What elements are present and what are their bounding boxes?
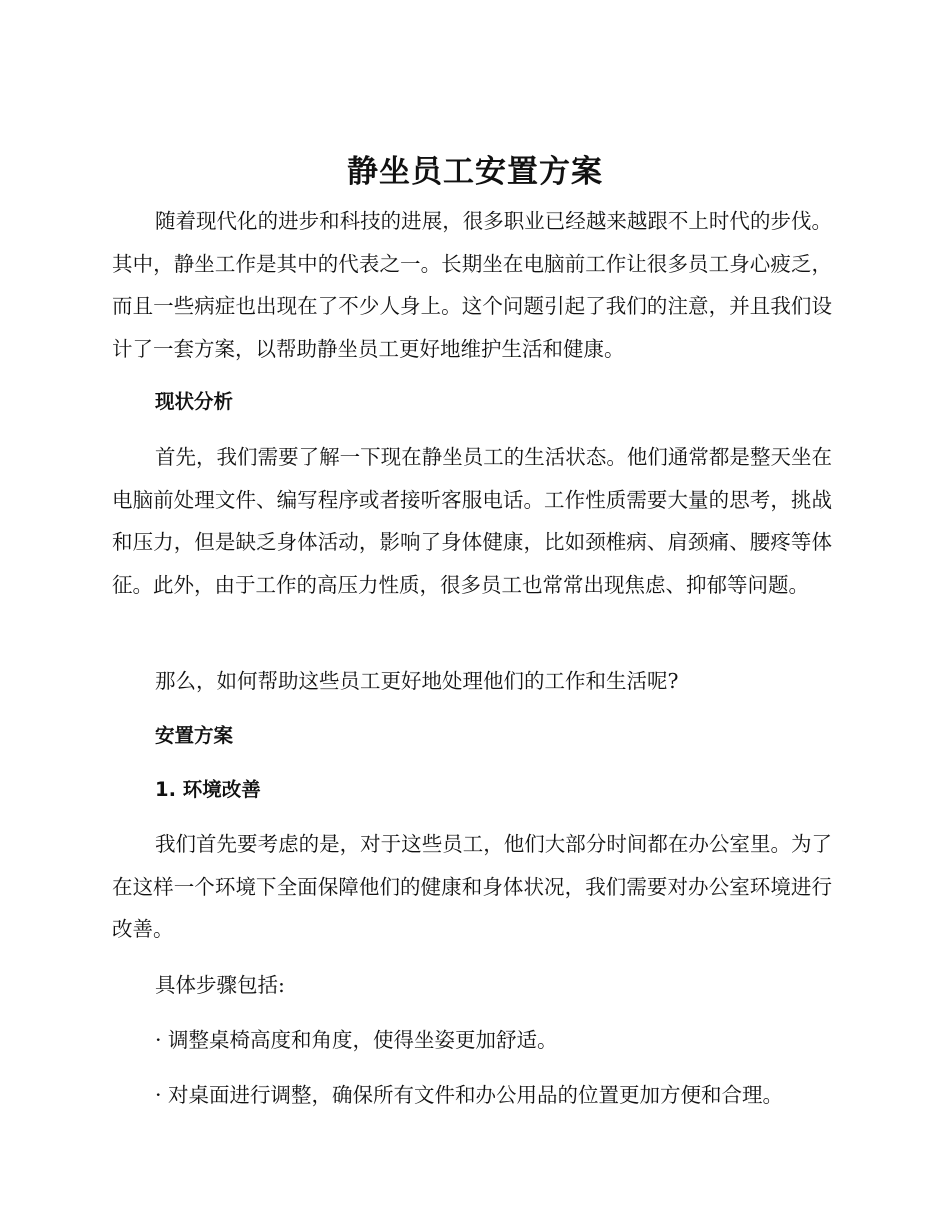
section-heading-status: 现状分析 xyxy=(155,390,234,413)
list-item: · 调整桌椅高度和角度，使得坐姿更加舒适。 xyxy=(155,1028,558,1052)
environment-paragraph: 我们首先要考虑的是，对于这些员工，他们大部分时间都在办公室里。为了在这样一个环境下全面保障他们的健康和身体状况，我们需要对办公室环境进行改善。 xyxy=(112,832,832,941)
question-line: 那么，如何帮助这些员工更好地处理他们的工作和生活呢? xyxy=(155,669,679,693)
steps-intro: 具体步骤包括: xyxy=(155,973,285,997)
subheading-environment: 1. 环境改善 xyxy=(155,778,261,801)
section-heading-plan: 安置方案 xyxy=(155,724,234,747)
status-paragraph: 首先，我们需要了解一下现在静坐员工的生活状态。他们通常都是整天坐在电脑前处理文件、编写程序或者接听客服电话。工作性质需要大量的思考，挑战和压力，但是缺乏身体活动，影响了身体健康，比如颈椎病、肩颈痛、腰疼等体征。此外，由于工作的高压力性质，很多员工也常常出现焦虑、抑郁等问题。 xyxy=(112,445,832,597)
intro-paragraph: 随着现代化的进步和科技的进展，很多职业已经越来越跟不上时代的步伐。其中，静坐工作是其中的代表之一。长期坐在电脑前工作让很多员工身心疲乏，而且一些病症也出现在了不少人身上。这个问题引起了我们的注意，并且我们设计了一套方案，以帮助静坐员工更好地维护生活和健康。 xyxy=(112,209,832,361)
list-item: · 对桌面进行调整，确保所有文件和办公用品的位置更加方便和合理。 xyxy=(155,1083,784,1107)
document-title: 静坐员工安置方案 xyxy=(347,154,603,190)
